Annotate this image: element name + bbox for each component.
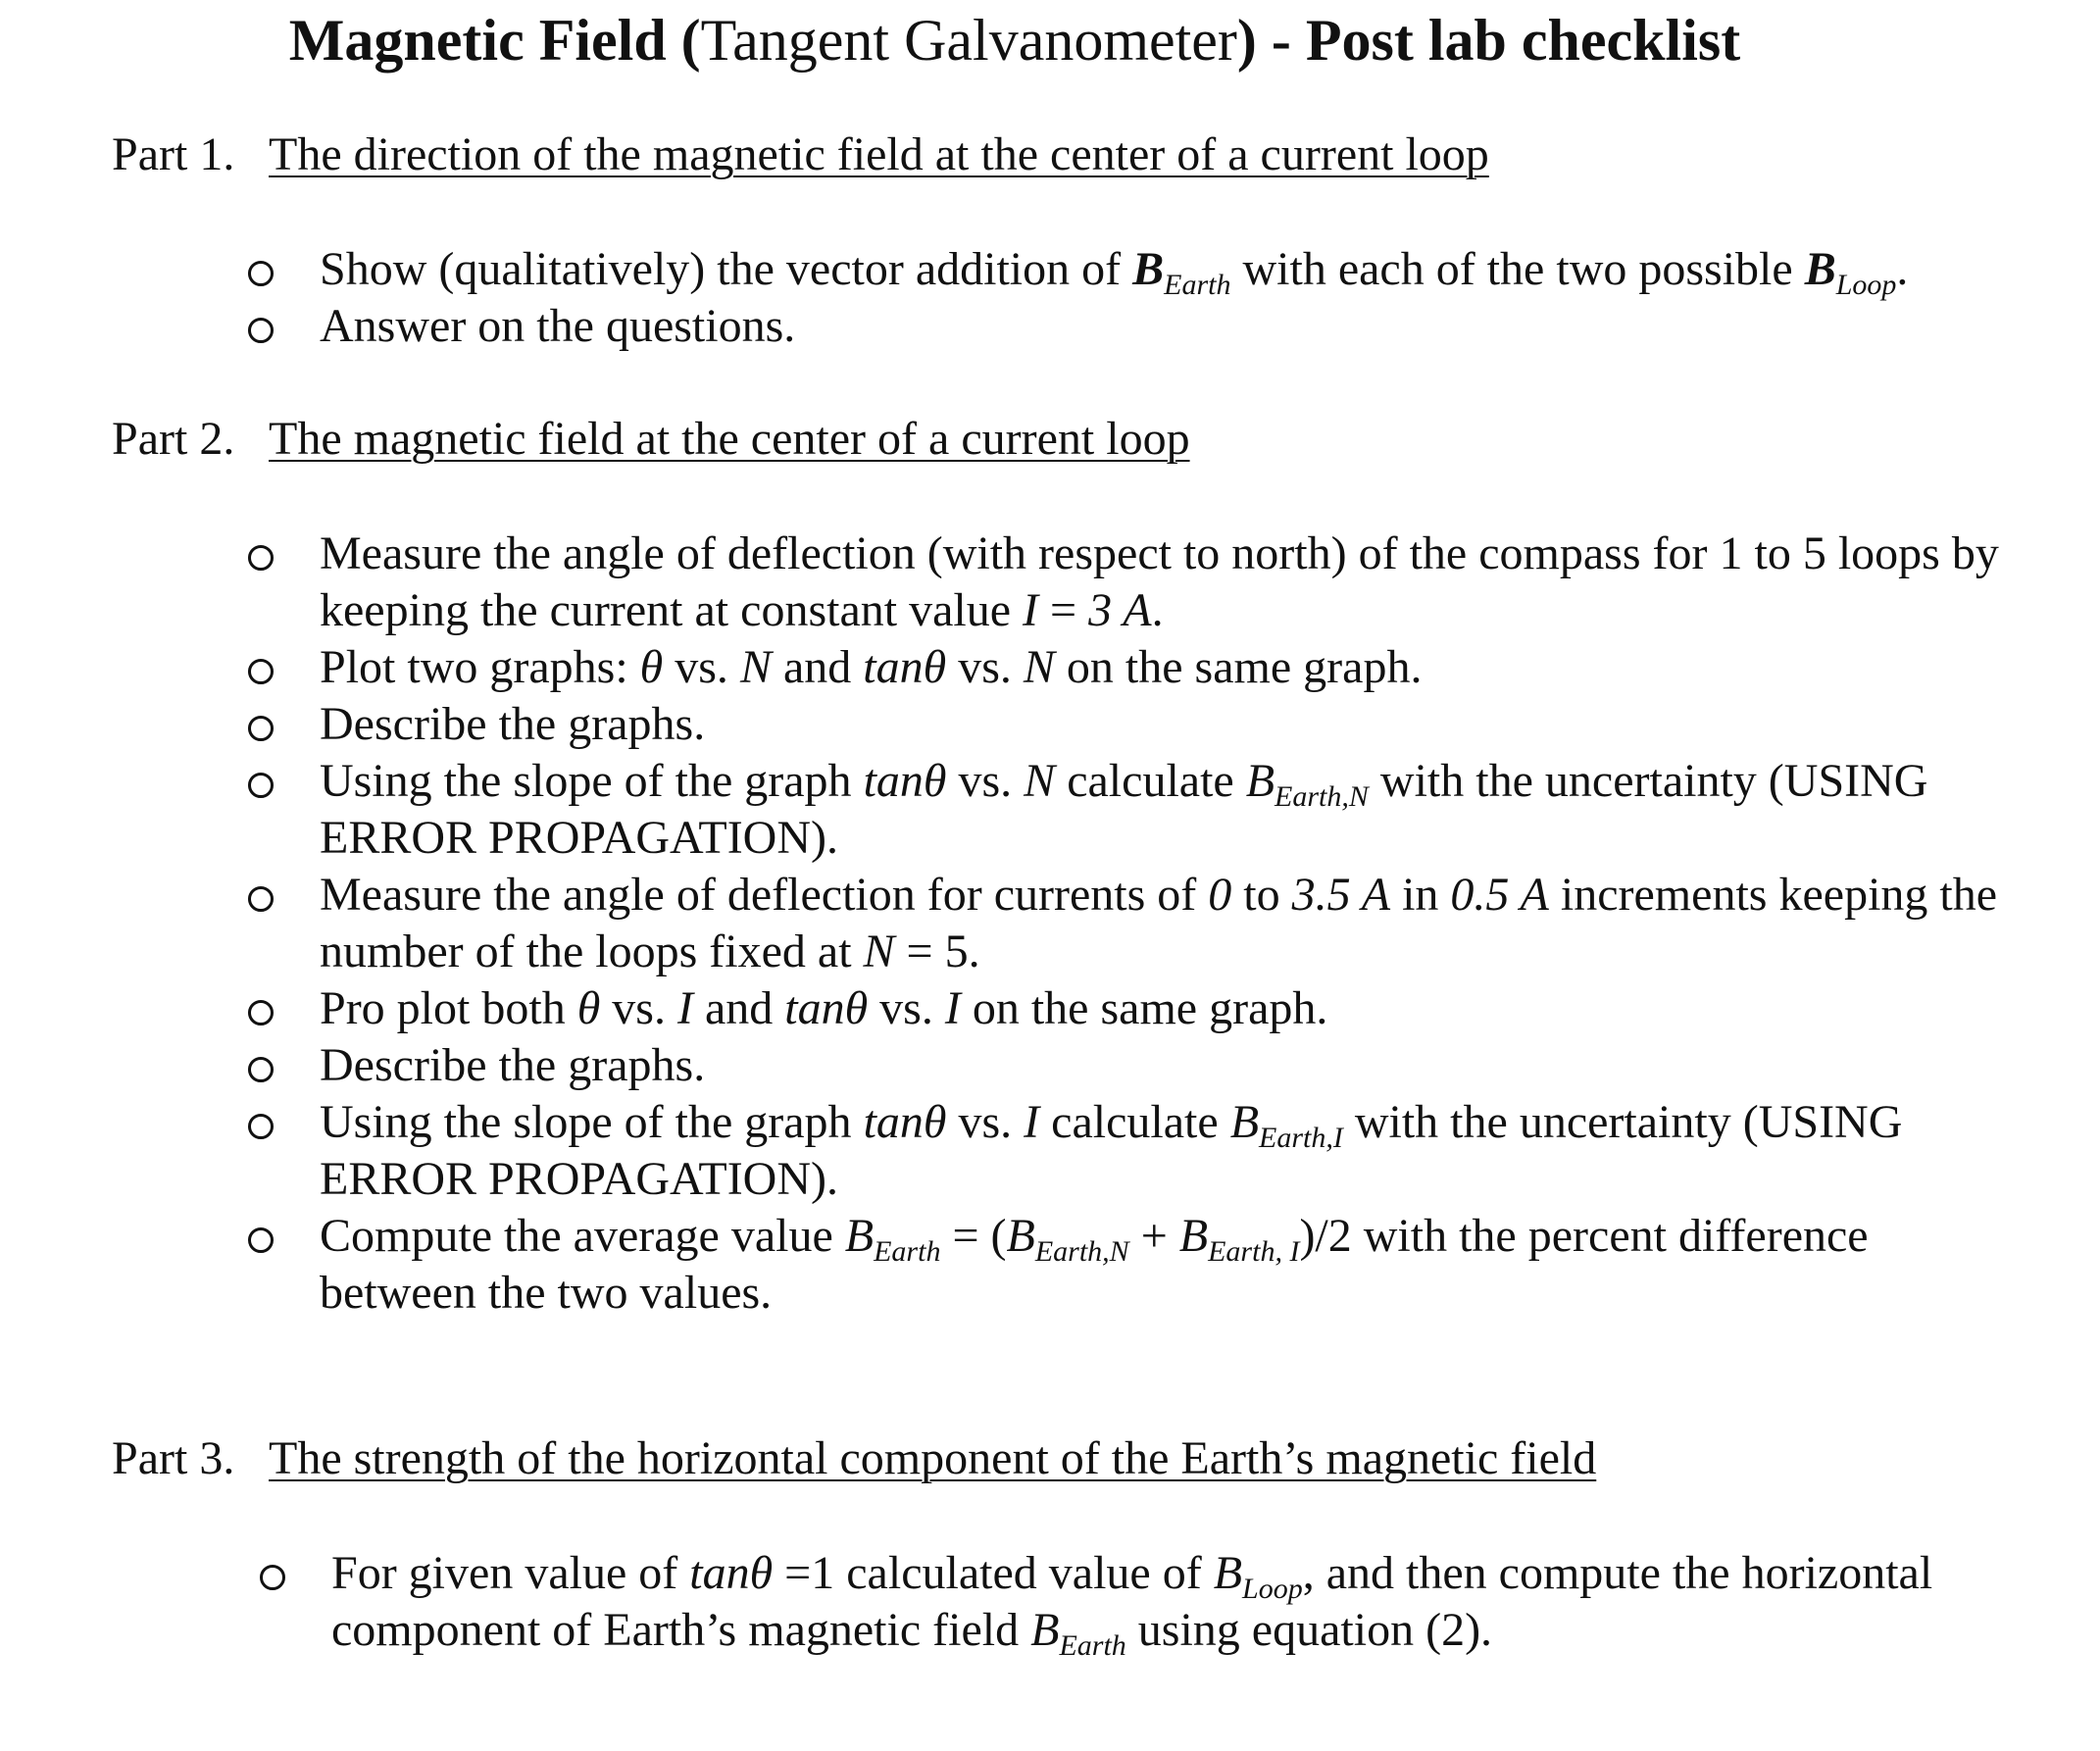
title-bold-start: Magnetic Field ( — [288, 8, 701, 73]
part3-title: The strength of the horizontal component of the Earth’s magnetic field — [269, 1432, 1597, 1484]
bullet-circle-icon — [248, 886, 274, 912]
part2-item-3: Describe the graphs. — [320, 696, 2025, 753]
part2-title: The magnetic field at the center of a current loop — [269, 413, 1190, 465]
part1-heading — [112, 127, 1489, 182]
bullet-circle-icon — [248, 1114, 274, 1139]
bullet-circle-icon — [248, 773, 274, 798]
part2-item-6: Pro plot both θ vs. I and tanθ vs. I on the same graph. — [320, 980, 2025, 1037]
part2-item-9: Compute the average value $B_{Earth} = (B_{Earth,N} + B_{Earth, I})/2$ with the percent difference between the two values. — [320, 1208, 2025, 1322]
part2-item-1: Measure the angle of deflection (with respect to north) of the compass for 1 to 5 loops by keeping the current at constant value I = 3 A. — [320, 525, 2025, 639]
part2-item-7: Describe the graphs. — [320, 1037, 2025, 1094]
bullet-circle-icon — [248, 545, 274, 571]
part2-heading — [112, 412, 1190, 467]
part1-item-2: Answer on the questions. — [320, 298, 2025, 355]
part2-item-8: Using the slope of the graph tanθ vs. I calculate $B_{Earth,I}$ with the uncertainty (USING ERROR PROPAGATION). — [320, 1094, 2025, 1208]
bullet-circle-icon — [248, 1000, 274, 1026]
bullet-circle-icon — [248, 1057, 274, 1082]
bullet-circle-icon — [248, 1227, 274, 1253]
part1-label: Part 1. — [112, 128, 235, 180]
title-subtitle: Tangent Galvanometer — [700, 8, 1237, 73]
part2-item-5: Measure the angle of deflection for currents of 0 to 3.5 A in 0.5 A increments keeping the number of the loops fixed at N = 5. — [320, 867, 2025, 980]
part3-heading — [112, 1431, 1596, 1486]
bullet-circle-icon — [248, 261, 274, 286]
part2-item-2: Plot two graphs: θ vs. N and tanθ vs. N on the same graph. — [320, 639, 2025, 696]
part1-title: The direction of the magnetic field at the center of a current loop — [269, 128, 1489, 180]
bullet-circle-icon — [260, 1565, 285, 1590]
bullet-circle-icon — [248, 318, 274, 343]
bullet-circle-icon — [248, 659, 274, 684]
page-title — [0, 6, 2029, 75]
part2-label: Part 2. — [112, 413, 235, 465]
part3-label: Part 3. — [112, 1432, 235, 1484]
part3-item-1: For given value of tanθ =1 calculated value of $B_{Loop}$, and then compute the horizontal component of Earth’s magnetic field $B_{Earth}$ using equation (2). — [331, 1545, 1998, 1659]
title-bold-end: ) - Post lab checklist — [1236, 8, 1741, 73]
part2-item-4: Using the slope of the graph tanθ vs. N calculate $B_{Earth,N}$ with the uncertainty (USING ERROR PROPAGATION). — [320, 753, 2025, 867]
part1-item-1: Show (qualitatively) the vector addition of $B_{Earth}$ with each of the two possible $B_{Loop}$. — [320, 241, 2025, 298]
bullet-circle-icon — [248, 716, 274, 741]
